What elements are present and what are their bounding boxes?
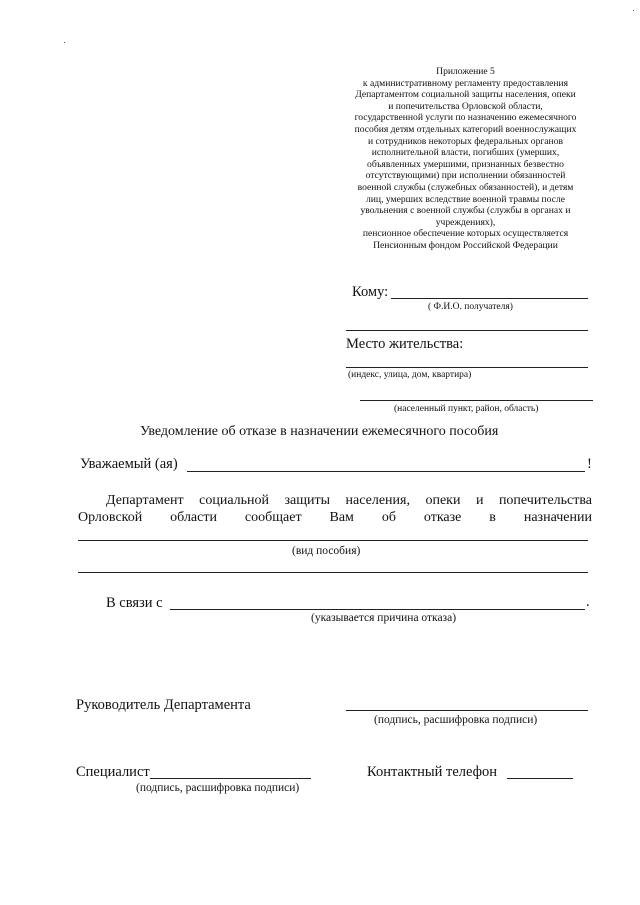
specialist-signature-hint: (подпись, расшифровка подписи) (136, 782, 300, 794)
appendix-line: исполнительной власти, погибших (умерших, (371, 147, 560, 159)
body-word: защиты (284, 493, 331, 508)
benefit-type-field[interactable] (78, 540, 588, 541)
appendix-line: и попечительства Орловской области, (388, 100, 543, 112)
benefit-type-hint: (вид пособия) (292, 545, 361, 557)
appendix-line: Пенсионным фондом Российской Федерации (373, 239, 558, 251)
body-word: сообщает (244, 510, 302, 525)
body-word: об (381, 510, 396, 525)
locality-hint: (населенный пункт, район, область) (394, 404, 539, 414)
head-label: Руководитель Департамента (76, 697, 251, 713)
address-field[interactable] (346, 367, 588, 368)
body-word: и (475, 493, 484, 508)
appendix-line: лиц, умерших вследствие военной травмы после (365, 193, 566, 205)
recipient-name-field-cont[interactable] (346, 330, 588, 331)
body-line-1 (106, 493, 592, 509)
appendix-line: пособия детям отдельных категорий военнослужащих (354, 123, 577, 135)
body-word: назначении (523, 510, 592, 525)
reason-hint: (указывается причина отказа) (311, 612, 457, 624)
specialist-label: Специалист (76, 764, 150, 780)
residence-label: Место жительства: (346, 336, 464, 352)
appendix-line: военной службы (служебных обязанностей), и детям (357, 181, 574, 193)
body-word: опеки (425, 493, 461, 508)
body-word: Вам (329, 510, 354, 525)
reason-end: . (586, 594, 590, 610)
body-word: в (489, 510, 496, 525)
appendix-line: и сотрудников некоторых федеральных органов (367, 135, 564, 147)
greeting-end: ! (587, 456, 592, 472)
appendix-block (338, 66, 593, 252)
appendix-line: государственной услуги по назначению ежемесячного (354, 112, 577, 124)
recipient-name-field[interactable] (391, 298, 588, 299)
locality-field[interactable] (360, 400, 593, 401)
body-word: области (170, 510, 217, 525)
scan-speck (633, 10, 634, 11)
addressee-name-field[interactable] (187, 471, 585, 472)
address-hint: (индекс, улица, дом, квартира) (348, 370, 472, 380)
greeting-label: Уважаемый (ая) (80, 456, 178, 472)
head-signature-field[interactable] (346, 710, 588, 711)
appendix-line: учреждениях), (435, 216, 496, 228)
head-signature-hint: (подпись, расшифровка подписи) (374, 714, 538, 726)
notice-heading: Уведомление об отказе в назначении ежемесячного пособия (140, 424, 499, 439)
phone-field[interactable] (507, 778, 573, 779)
appendix-line: Департаментом социальной защиты населения, опеки (355, 89, 576, 101)
phone-label: Контактный телефон (367, 764, 498, 780)
body-word: Орловской (78, 510, 143, 525)
appendix-line: к административному регламенту предоставления (362, 77, 569, 89)
appendix-line: пенсионное обеспечение которых осуществляется (362, 228, 569, 240)
reason-label: В связи с (106, 595, 163, 611)
body-word: попечительства (498, 493, 592, 508)
body-word: социальной (199, 493, 270, 508)
to-label: Кому: (352, 284, 389, 300)
appendix-line: отсутствующими) при исполнении обязанностей (365, 170, 566, 182)
appendix-line: объявленных умершими, признанных безвестно (367, 158, 564, 170)
appendix-line: увольнения с военной службы (службы в органах и (360, 205, 571, 217)
recipient-name-hint: ( Ф.И.О. получателя) (428, 302, 513, 312)
body-word: населения, (345, 493, 410, 508)
benefit-type-field-cont[interactable] (78, 572, 588, 573)
appendix-title: Приложение 5 (436, 66, 495, 77)
body-word: отказе (423, 510, 462, 525)
specialist-signature-field[interactable] (150, 778, 311, 779)
scan-speck (64, 42, 65, 43)
reason-field[interactable] (170, 609, 585, 610)
body-line-2 (78, 510, 592, 526)
body-word: Департамент (106, 493, 184, 508)
